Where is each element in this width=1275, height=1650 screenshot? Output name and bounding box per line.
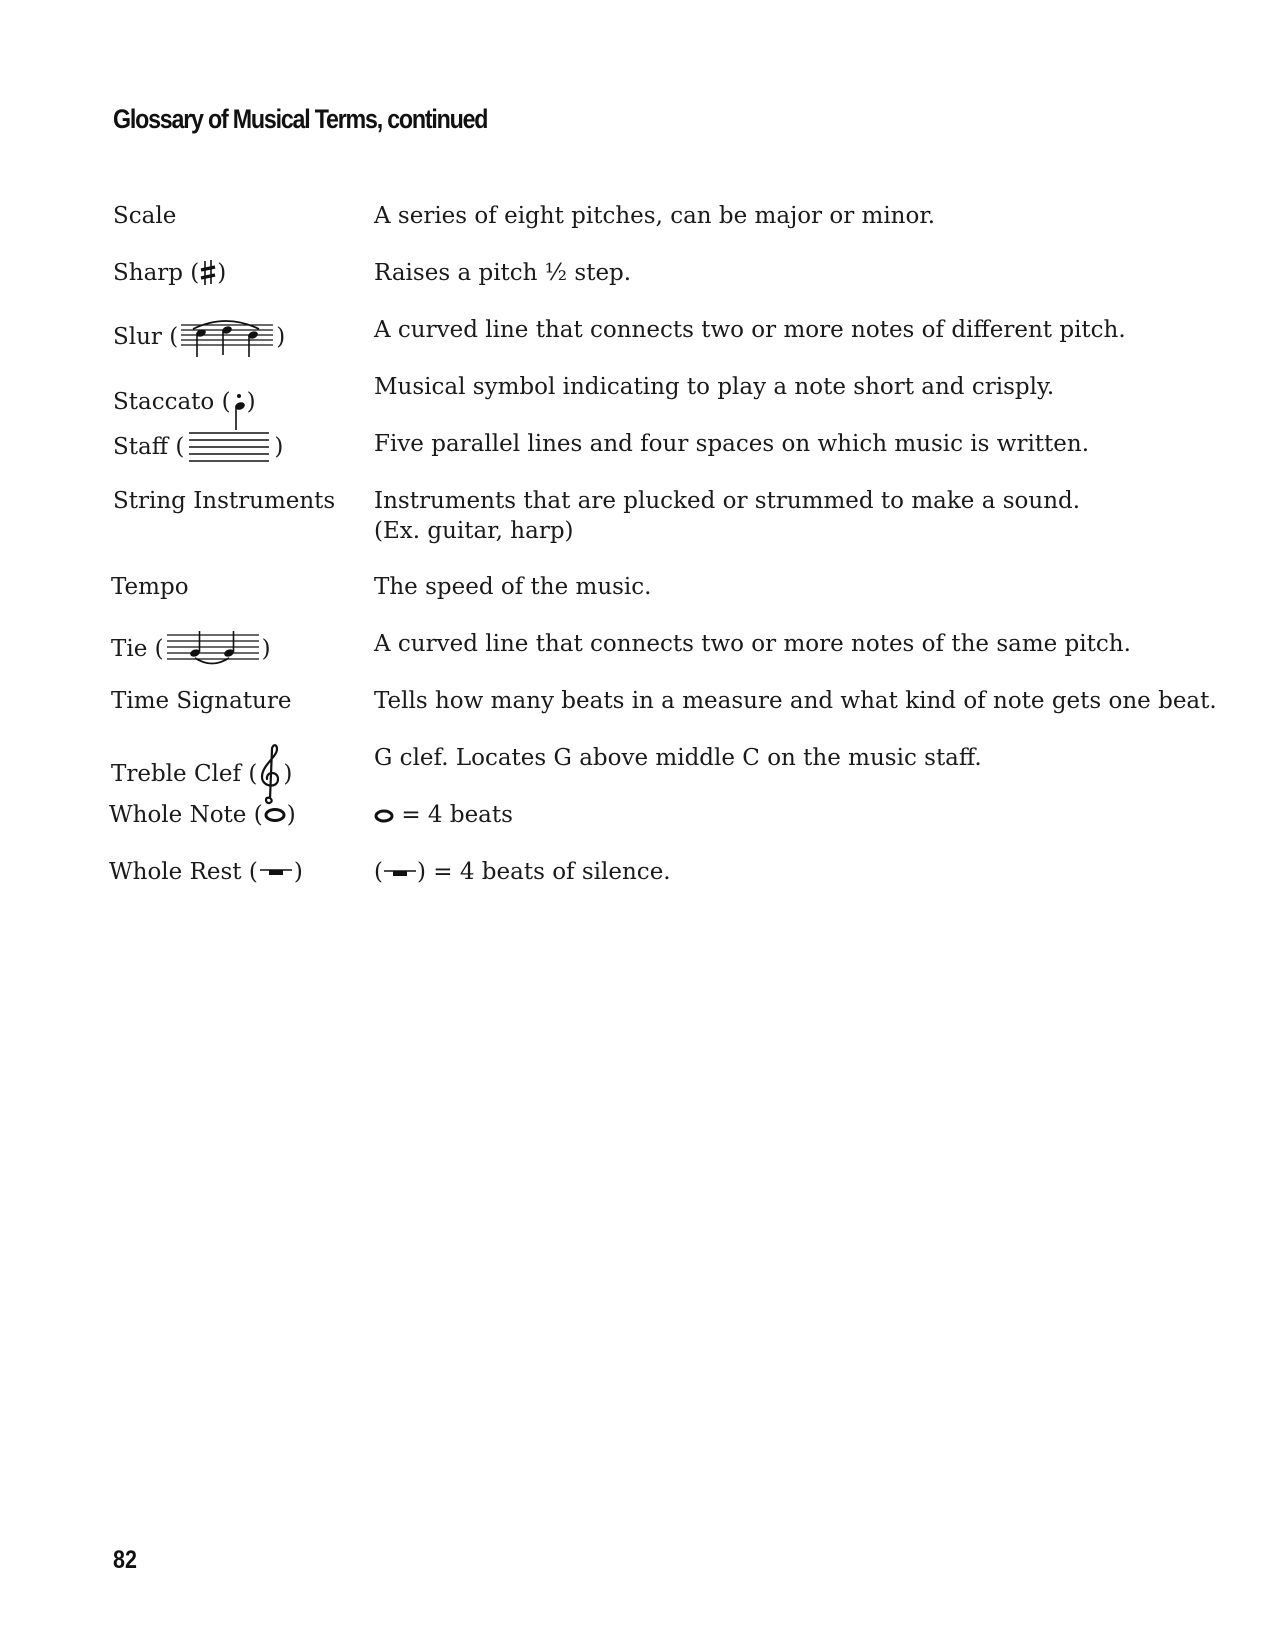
glossary-definition <box>374 686 1234 716</box>
definition-line: Musical symbol indicating to play a note short and crisply. <box>374 374 1055 400</box>
glossary-definition <box>374 429 1234 459</box>
term-label: Slur <box>113 324 162 350</box>
staccato-icon <box>232 392 246 432</box>
glossary-term: Tie ( ) <box>111 629 271 669</box>
glossary-definition <box>374 572 1234 602</box>
glossary-definition <box>374 201 1234 231</box>
glossary-definition <box>374 629 1234 659</box>
glossary-row-whole-rest <box>0 857 1275 907</box>
glossary-term: Whole Note ( ) <box>109 802 296 828</box>
term-label: Treble Clef <box>111 761 242 787</box>
glossary-row-treble-clef <box>0 743 1275 793</box>
glossary-definition <box>374 743 1234 773</box>
term-label: Whole Rest <box>109 859 242 885</box>
sharp-icon <box>200 259 216 287</box>
term-label: Tempo <box>111 574 189 600</box>
page-number: 82 <box>113 1546 137 1574</box>
slur-icon <box>179 315 275 359</box>
glossary-term: Sharp ( ) <box>113 260 227 286</box>
tie-icon <box>165 629 261 669</box>
glossary-term <box>113 486 335 516</box>
definition-line: Instruments that are plucked or strummed to make a sound. <box>374 488 1081 514</box>
glossary-definition <box>374 800 1234 830</box>
term-label: Time Signature <box>111 688 292 714</box>
whole-rest-icon <box>383 866 417 880</box>
glossary-term <box>113 201 176 231</box>
glossary-term: Staff ( ) <box>113 429 283 465</box>
term-label: Whole Note <box>109 802 247 828</box>
glossary-row-time-signature <box>0 686 1275 736</box>
definition-text: = 4 beats <box>401 802 513 828</box>
definition-line: Tells how many beats in a measure and what kind of note gets one beat. <box>374 688 1217 714</box>
definition-line: A series of eight pitches, can be major or minor. <box>374 203 936 229</box>
treble-clef-icon <box>258 743 282 805</box>
definition-line: The speed of the music. <box>374 574 652 600</box>
glossary-definition <box>374 486 1234 546</box>
glossary-term: Whole Rest ( ) <box>109 859 303 885</box>
staff-icon <box>185 429 273 465</box>
term-label: Sharp <box>113 260 183 286</box>
definition-line: G clef. Locates G above middle C on the music staff. <box>374 745 982 771</box>
glossary-term <box>111 686 291 716</box>
definition-line: Five parallel lines and four spaces on which music is written. <box>374 431 1090 457</box>
glossary-row-string-instruments <box>0 486 1275 550</box>
glossary-term <box>111 572 189 602</box>
whole-rest-icon <box>259 865 293 879</box>
glossary-definition <box>374 258 1234 288</box>
glossary-row-staff <box>0 429 1275 479</box>
glossary-term: Treble Clef ( ) <box>111 743 292 805</box>
definition-line: A curved line that connects two or more notes of the same pitch. <box>374 631 1131 657</box>
term-label: Staff <box>113 434 169 460</box>
glossary-definition: ( ) = 4 beats of silence. <box>374 859 671 885</box>
definition-line: (Ex. guitar, harp) <box>374 518 574 544</box>
glossary-row-tie <box>0 629 1275 679</box>
glossary-row-whole-note <box>0 800 1275 850</box>
glossary-row-tempo <box>0 572 1275 622</box>
definition-text: ) = 4 beats of silence. <box>416 859 671 885</box>
glossary-term: Slur ( ) <box>113 315 285 359</box>
whole-note-icon <box>264 808 286 822</box>
term-label: Staccato <box>113 389 215 415</box>
term-label: Tie <box>111 636 148 662</box>
term-label: Scale <box>113 203 177 229</box>
glossary-row-sharp <box>0 258 1275 308</box>
definition-line: A curved line that connects two or more notes of different pitch. <box>374 317 1126 343</box>
whole-note-icon <box>374 809 394 823</box>
glossary-row-scale <box>0 201 1275 251</box>
page-title: Glossary of Musical Terms, continued <box>113 104 488 134</box>
term-label: String Instruments <box>113 488 336 514</box>
glossary-definition <box>374 372 1234 402</box>
glossary-row-slur <box>0 315 1275 365</box>
glossary-term: Staccato ( ) <box>113 372 256 432</box>
glossary-row-staccato <box>0 372 1275 422</box>
definition-line: Raises a pitch ½ step. <box>374 260 632 286</box>
glossary-definition <box>374 315 1234 345</box>
